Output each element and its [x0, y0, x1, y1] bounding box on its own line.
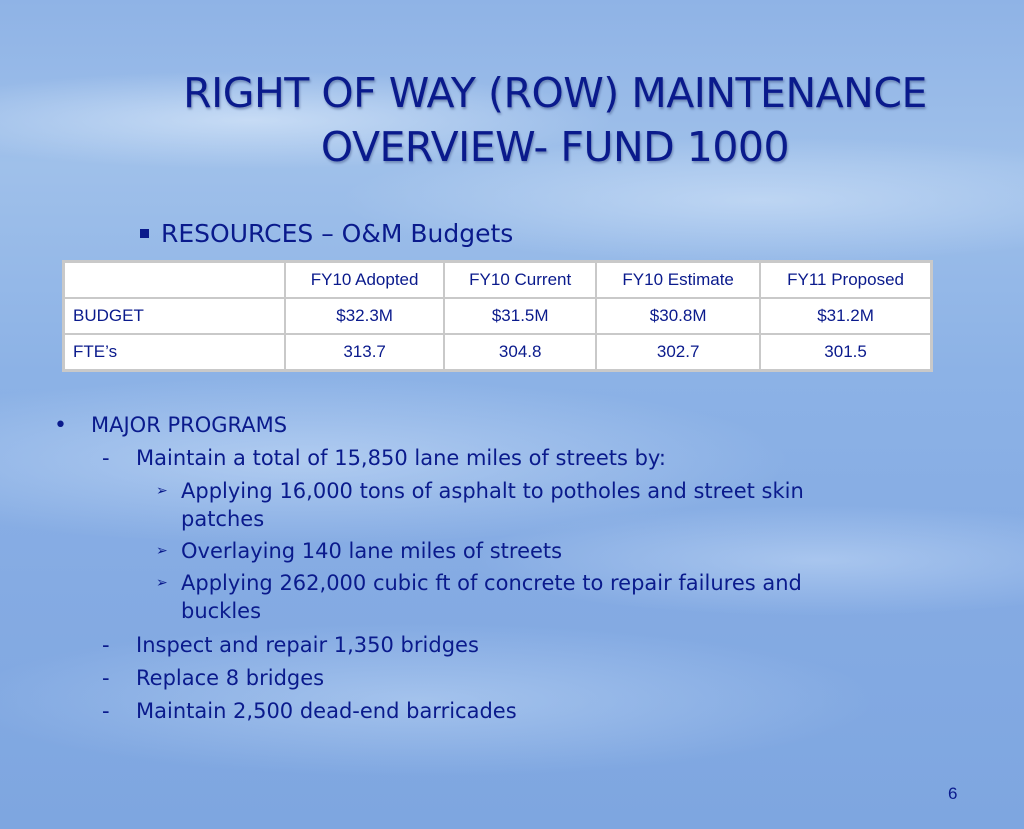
table-cell: 301.5: [760, 334, 931, 371]
major-programs-heading-text: MAJOR PROGRAMS: [91, 413, 288, 437]
table-cell: $32.3M: [285, 298, 444, 334]
round-bullet-icon: •: [54, 413, 67, 438]
dash-bullet-icon: -: [102, 699, 110, 723]
table-header-cell: [64, 262, 286, 299]
program-item: [50, 629, 950, 662]
page-number: 6: [948, 784, 958, 803]
slide-title: [120, 66, 990, 174]
program-subitem-text: Applying 16,000 tons of asphalt to potholes and street skin patches: [181, 479, 804, 531]
table-row: [64, 298, 932, 334]
arrow-bullet-icon: ➢: [156, 543, 168, 559]
arrow-bullet-icon: ➢: [156, 483, 168, 499]
program-subitem: [50, 569, 881, 625]
program-subitem: [50, 477, 881, 533]
program-item-text: Maintain a total of 15,850 lane miles of streets by:: [136, 446, 666, 470]
program-item: [50, 442, 950, 475]
slide-title-line-2: OVERVIEW- FUND 1000: [320, 123, 790, 171]
slide-title-line-1: RIGHT OF WAY (ROW) MAINTENANCE: [183, 69, 927, 117]
table-header-cell: FY11 Proposed: [760, 262, 931, 299]
resources-heading: [140, 218, 513, 250]
major-programs-section: [50, 409, 950, 728]
program-item-text: Maintain 2,500 dead-end barricades: [136, 699, 517, 723]
program-subitem-text: Applying 262,000 cubic ft of concrete to repair failures and buckles: [181, 571, 802, 623]
dash-bullet-icon: -: [102, 666, 110, 690]
budget-table: [62, 260, 933, 372]
program-item: [50, 662, 950, 695]
row-label: FTE’s: [64, 334, 286, 371]
table-cell: 302.7: [596, 334, 760, 371]
program-item-text: Replace 8 bridges: [136, 666, 325, 690]
table-header-cell: FY10 Estimate: [596, 262, 760, 299]
program-subitem-text: Overlaying 140 lane miles of streets: [181, 539, 563, 563]
program-item: [50, 695, 950, 728]
arrow-bullet-icon: ➢: [156, 575, 168, 591]
table-header-cell: FY10 Adopted: [285, 262, 444, 299]
table-cell: 304.8: [444, 334, 596, 371]
row-label: BUDGET: [64, 298, 286, 334]
table-header-cell: FY10 Current: [444, 262, 596, 299]
square-bullet-icon: [140, 229, 149, 238]
table-cell: $31.2M: [760, 298, 931, 334]
resources-heading-text: RESOURCES – O&M Budgets: [161, 219, 514, 248]
program-item-text: Inspect and repair 1,350 bridges: [136, 633, 479, 657]
dash-bullet-icon: -: [102, 446, 110, 470]
dash-bullet-icon: -: [102, 633, 110, 657]
table-row: [64, 334, 932, 371]
major-programs-heading: [50, 409, 950, 442]
table-header-row: [64, 262, 932, 299]
table-cell: $31.5M: [444, 298, 596, 334]
table-cell: $30.8M: [596, 298, 760, 334]
program-subitem: [50, 537, 881, 565]
table-cell: 313.7: [285, 334, 444, 371]
